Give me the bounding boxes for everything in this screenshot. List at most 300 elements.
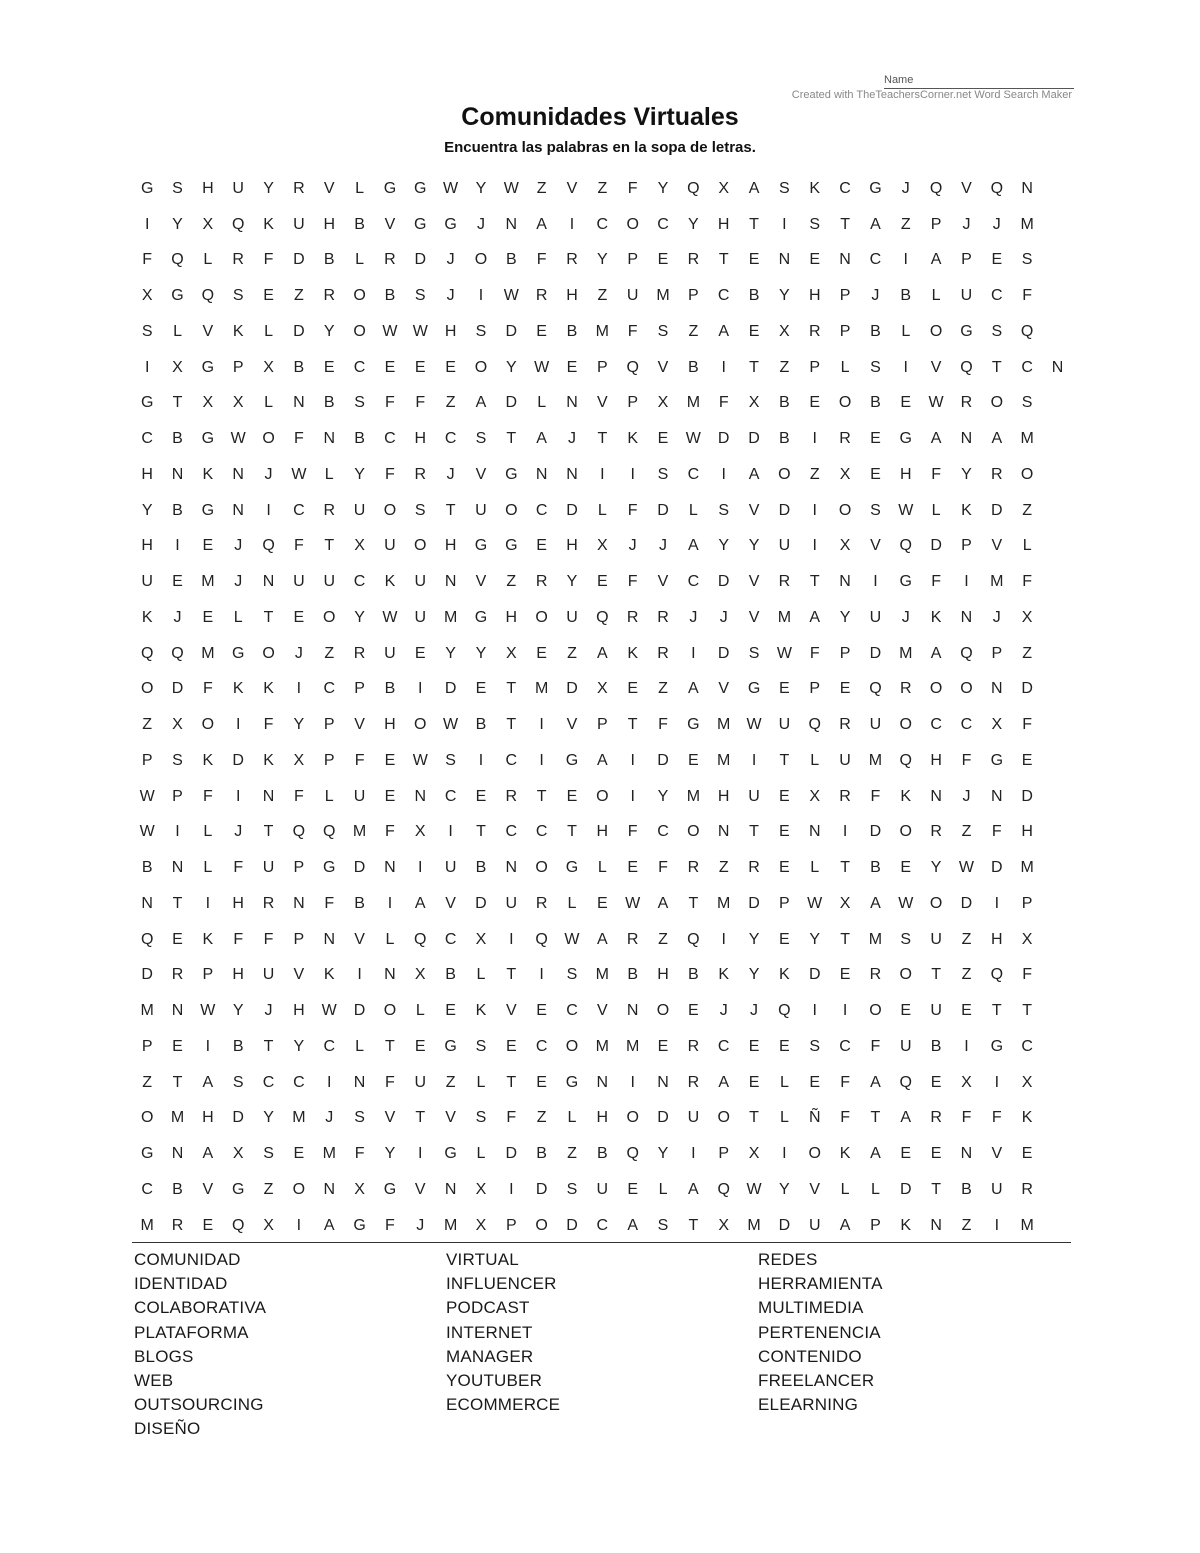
grid-letter: S bbox=[475, 430, 487, 448]
grid-letter: C bbox=[505, 751, 518, 769]
grid-letter: K bbox=[718, 966, 730, 984]
grid-letter: H bbox=[141, 537, 153, 555]
grid-letter: Y bbox=[263, 179, 274, 197]
grid-letter: B bbox=[323, 251, 335, 269]
grid-letter: S bbox=[870, 501, 881, 519]
word-list-item: MULTIMEDIA bbox=[758, 1298, 864, 1318]
grid-letter: X bbox=[263, 358, 274, 376]
grid-letter: J bbox=[901, 179, 910, 197]
grid-letter: D bbox=[505, 394, 518, 412]
grid-letter: L bbox=[779, 1073, 789, 1091]
grid-letter: K bbox=[627, 430, 638, 448]
grid-letter: E bbox=[202, 1216, 214, 1234]
grid-letter: F bbox=[961, 751, 972, 769]
grid-letter: F bbox=[658, 716, 668, 734]
grid-letter: Q bbox=[231, 1216, 245, 1234]
grid-letter: Z bbox=[961, 823, 972, 841]
grid-letter: B bbox=[779, 394, 790, 412]
grid-letter: Q bbox=[960, 644, 973, 662]
grid-letter: Y bbox=[323, 322, 335, 340]
grid-letter: S bbox=[718, 501, 730, 519]
grid-letter: G bbox=[990, 1037, 1004, 1055]
grid-letter: P bbox=[505, 1216, 517, 1234]
grid-letter: Y bbox=[596, 251, 608, 269]
grid-letter: E bbox=[991, 251, 1003, 269]
grid-letter: P bbox=[809, 358, 821, 376]
grid-letter: S bbox=[1021, 394, 1033, 412]
grid-letter: G bbox=[201, 358, 215, 376]
grid-letter: U bbox=[778, 537, 791, 555]
grid-letter: R bbox=[839, 787, 851, 805]
grid-letter: Z bbox=[445, 394, 456, 412]
grid-letter: E bbox=[779, 823, 790, 841]
grid-letter: W bbox=[230, 430, 246, 448]
grid-letter: Z bbox=[961, 1216, 972, 1234]
grid-letter: B bbox=[566, 322, 578, 340]
grid-letter: E bbox=[596, 894, 608, 912]
grid-letter: X bbox=[809, 787, 821, 805]
grid-letter: A bbox=[718, 1073, 730, 1091]
page-subtitle: Encuentra las palabras en la sopa de letras. bbox=[444, 139, 756, 156]
grid-letter: I bbox=[812, 1002, 817, 1020]
grid-letter: Q bbox=[414, 930, 427, 948]
grid-letter: S bbox=[779, 179, 790, 197]
grid-letter: Y bbox=[354, 465, 365, 483]
grid-letter: T bbox=[536, 787, 547, 805]
grid-letter: F bbox=[961, 1109, 972, 1127]
grid-letter: P bbox=[141, 1037, 153, 1055]
grid-letter: U bbox=[505, 894, 518, 912]
grid-letter: P bbox=[293, 930, 305, 948]
grid-letter: I bbox=[721, 930, 726, 948]
grid-letter: P bbox=[596, 358, 608, 376]
grid-letter: H bbox=[808, 287, 821, 305]
grid-letter: E bbox=[627, 859, 638, 877]
grid-letter: T bbox=[567, 823, 577, 841]
grid-letter: X bbox=[748, 394, 760, 412]
grid-letter: C bbox=[1021, 1037, 1033, 1055]
word-list-item: OUTSOURCING bbox=[134, 1395, 264, 1415]
grid-letter: K bbox=[1021, 1109, 1033, 1127]
grid-letter: J bbox=[719, 1002, 728, 1020]
grid-letter: A bbox=[536, 430, 547, 448]
grid-letter: I bbox=[235, 787, 241, 805]
grid-letter: D bbox=[778, 501, 791, 519]
grid-letter: Y bbox=[293, 716, 305, 734]
grid-letter: C bbox=[687, 573, 700, 591]
grid-letter: O bbox=[262, 430, 275, 448]
grid-letter: E bbox=[900, 394, 912, 412]
grid-letter: X bbox=[354, 537, 365, 555]
grid-letter: O bbox=[929, 894, 943, 912]
grid-letter: Q bbox=[626, 358, 639, 376]
grid-letter: K bbox=[961, 501, 972, 519]
grid-letter: V bbox=[930, 358, 942, 376]
grid-letter: E bbox=[172, 573, 183, 591]
grid-letter: I bbox=[903, 251, 908, 269]
grid-letter: F bbox=[931, 573, 941, 591]
grid-letter: E bbox=[657, 1037, 669, 1055]
grid-letter: V bbox=[748, 608, 760, 626]
grid-letter: M bbox=[1020, 1216, 1034, 1234]
grid-letter: J bbox=[264, 1002, 273, 1020]
grid-letter: J bbox=[992, 608, 1001, 626]
grid-letter: M bbox=[1020, 215, 1034, 233]
grid-letter: V bbox=[566, 716, 578, 734]
grid-letter: O bbox=[929, 680, 943, 698]
grid-letter: R bbox=[687, 1037, 700, 1055]
grid-letter: H bbox=[596, 823, 609, 841]
grid-letter: Q bbox=[171, 251, 184, 269]
grid-letter: W bbox=[807, 894, 823, 912]
grid-letter: C bbox=[960, 716, 973, 734]
grid-letter: O bbox=[778, 465, 791, 483]
grid-letter: X bbox=[172, 358, 183, 376]
grid-letter: V bbox=[870, 537, 881, 555]
grid-letter: G bbox=[899, 430, 912, 448]
grid-letter: S bbox=[657, 322, 669, 340]
grid-letter: E bbox=[536, 537, 547, 555]
grid-letter: E bbox=[445, 358, 456, 376]
grid-letter: D bbox=[505, 322, 518, 340]
grid-letter: R bbox=[262, 894, 275, 912]
grid-letter: Y bbox=[809, 930, 821, 948]
grid-letter: A bbox=[202, 1145, 214, 1163]
grid-letter: U bbox=[626, 287, 639, 305]
grid-letter: P bbox=[293, 859, 305, 877]
grid-letter: N bbox=[323, 1180, 336, 1198]
grid-letter: L bbox=[203, 823, 213, 841]
grid-letter: S bbox=[172, 179, 183, 197]
grid-letter: E bbox=[809, 1073, 821, 1091]
grid-letter: E bbox=[961, 1002, 972, 1020]
grid-letter: N bbox=[293, 894, 305, 912]
grid-letter: Q bbox=[899, 751, 912, 769]
grid-letter: V bbox=[445, 1109, 456, 1127]
grid-letter: P bbox=[839, 644, 851, 662]
grid-letter: A bbox=[688, 537, 699, 555]
grid-letter: K bbox=[627, 644, 638, 662]
grid-letter: Q bbox=[1020, 322, 1034, 340]
grid-letter: S bbox=[414, 287, 426, 305]
grid-letter: F bbox=[840, 1109, 850, 1127]
grid-letter: F bbox=[991, 823, 1002, 841]
grid-letter: Q bbox=[596, 608, 609, 626]
grid-letter: B bbox=[323, 394, 335, 412]
grid-letter: P bbox=[323, 751, 335, 769]
grid-letter: B bbox=[354, 894, 365, 912]
grid-letter: E bbox=[475, 787, 487, 805]
grid-letter: D bbox=[566, 1216, 578, 1234]
grid-letter: A bbox=[870, 1145, 881, 1163]
grid-letter: E bbox=[688, 751, 699, 769]
grid-letter: V bbox=[202, 1180, 214, 1198]
grid-letter: V bbox=[596, 1002, 608, 1020]
grid-letter: E bbox=[809, 251, 821, 269]
grid-letter: C bbox=[687, 465, 700, 483]
grid-letter: F bbox=[263, 930, 274, 948]
grid-letter: Q bbox=[262, 537, 275, 555]
grid-letter: L bbox=[1022, 537, 1032, 555]
grid-letter: J bbox=[689, 608, 698, 626]
grid-letter: T bbox=[172, 894, 183, 912]
grid-letter: O bbox=[656, 1002, 670, 1020]
grid-letter: M bbox=[595, 966, 609, 984]
grid-letter: I bbox=[812, 537, 817, 555]
grid-letter: B bbox=[384, 680, 396, 698]
grid-letter: F bbox=[385, 394, 395, 412]
grid-letter: U bbox=[262, 859, 275, 877]
grid-letter: B bbox=[688, 358, 699, 376]
grid-letter: S bbox=[900, 930, 912, 948]
grid-letter: Z bbox=[688, 322, 699, 340]
grid-letter: Z bbox=[1022, 501, 1033, 519]
grid-letter: X bbox=[839, 465, 851, 483]
grid-letter: W bbox=[139, 823, 155, 841]
grid-letter: Q bbox=[687, 930, 700, 948]
grid-letter: J bbox=[659, 537, 668, 555]
grid-letter: N bbox=[232, 501, 244, 519]
grid-letter: E bbox=[475, 680, 487, 698]
grid-letter: F bbox=[202, 680, 213, 698]
grid-letter: F bbox=[658, 859, 668, 877]
grid-letter: C bbox=[657, 215, 669, 233]
grid-letter: B bbox=[384, 287, 396, 305]
grid-letter: H bbox=[232, 966, 244, 984]
grid-letter: Ñ bbox=[808, 1109, 821, 1127]
grid-letter: E bbox=[414, 644, 426, 662]
grid-letter: U bbox=[475, 501, 487, 519]
grid-letter: G bbox=[383, 1180, 397, 1198]
grid-letter: F bbox=[263, 716, 274, 734]
grid-letter: V bbox=[293, 966, 305, 984]
word-list-item: YOUTUBER bbox=[446, 1371, 543, 1391]
word-list-item: BLOGS bbox=[134, 1346, 194, 1366]
word-list-item: ELEARNING bbox=[758, 1395, 859, 1415]
grid-letter: H bbox=[444, 537, 457, 555]
grid-letter: M bbox=[868, 751, 883, 769]
grid-letter: E bbox=[536, 1002, 547, 1020]
grid-letter: X bbox=[172, 716, 183, 734]
grid-letter: I bbox=[509, 930, 514, 948]
grid-letter: Q bbox=[808, 716, 821, 734]
grid-letter: R bbox=[960, 394, 973, 412]
grid-letter: A bbox=[870, 1073, 881, 1091]
grid-letter: K bbox=[900, 1216, 912, 1234]
grid-letter: S bbox=[354, 1109, 365, 1127]
grid-letter: B bbox=[172, 1180, 183, 1198]
grid-letter: N bbox=[626, 1002, 639, 1020]
grid-letter: Z bbox=[1022, 644, 1033, 662]
grid-letter: E bbox=[323, 358, 335, 376]
grid-letter: Z bbox=[294, 287, 304, 305]
grid-letter: U bbox=[232, 179, 244, 197]
grid-letter: T bbox=[779, 751, 790, 769]
grid-letter: F bbox=[627, 573, 638, 591]
grid-letter: X bbox=[232, 1145, 244, 1163]
word-list-column-1 bbox=[134, 1248, 266, 1442]
grid-letter: M bbox=[717, 751, 731, 769]
grid-letter: G bbox=[565, 1073, 579, 1091]
grid-letter: I bbox=[691, 644, 696, 662]
grid-letter: S bbox=[1021, 251, 1033, 269]
grid-letter: X bbox=[475, 1216, 487, 1234]
grid-letter: H bbox=[293, 1002, 305, 1020]
grid-letter: V bbox=[657, 573, 669, 591]
grid-letter: T bbox=[324, 537, 335, 555]
grid-letter: Y bbox=[718, 537, 730, 555]
grid-letter: J bbox=[476, 215, 485, 233]
grid-letter: U bbox=[384, 537, 396, 555]
grid-letter: V bbox=[354, 716, 365, 734]
grid-letter: P bbox=[323, 716, 335, 734]
grid-letter: A bbox=[596, 644, 608, 662]
grid-letter: E bbox=[779, 930, 790, 948]
grid-letter: G bbox=[201, 430, 215, 448]
grid-letter: V bbox=[384, 1109, 396, 1127]
grid-letter: E bbox=[293, 1145, 305, 1163]
grid-letter: T bbox=[506, 716, 517, 734]
grid-letter: N bbox=[444, 573, 457, 591]
grid-letter: Z bbox=[536, 179, 547, 197]
grid-letter: Y bbox=[657, 179, 669, 197]
grid-letter: N bbox=[839, 251, 851, 269]
grid-letter: U bbox=[141, 573, 153, 591]
grid-letter: C bbox=[262, 1073, 275, 1091]
grid-letter: W bbox=[200, 1002, 216, 1020]
grid-letter: E bbox=[536, 322, 547, 340]
grid-letter: N bbox=[171, 465, 184, 483]
grid-letter: N bbox=[535, 465, 548, 483]
grid-letter: D bbox=[505, 1145, 518, 1163]
grid-letter: T bbox=[840, 215, 850, 233]
grid-letter: N bbox=[657, 1073, 669, 1091]
grid-letter: O bbox=[869, 1002, 882, 1020]
grid-letter: J bbox=[294, 644, 303, 662]
grid-letter: Y bbox=[748, 966, 760, 984]
grid-letter: D bbox=[717, 644, 730, 662]
grid-letter: O bbox=[505, 501, 518, 519]
grid-letter: B bbox=[232, 1037, 244, 1055]
grid-letter: U bbox=[262, 966, 275, 984]
grid-letter: U bbox=[293, 215, 305, 233]
grid-letter: X bbox=[748, 1145, 760, 1163]
grid-letter: P bbox=[627, 394, 638, 412]
grid-letter: X bbox=[657, 394, 669, 412]
grid-letter: H bbox=[444, 322, 457, 340]
grid-letter: F bbox=[142, 251, 153, 269]
grid-letter: E bbox=[505, 1037, 517, 1055]
grid-letter: O bbox=[201, 716, 215, 734]
grid-letter: O bbox=[899, 716, 912, 734]
grid-letter: E bbox=[779, 1037, 790, 1055]
grid-letter: N bbox=[778, 251, 791, 269]
grid-letter: L bbox=[385, 930, 395, 948]
grid-letter: N bbox=[839, 573, 851, 591]
grid-letter: C bbox=[323, 1037, 336, 1055]
grid-letter: E bbox=[202, 608, 214, 626]
grid-letter: Q bbox=[323, 823, 336, 841]
grid-letter: I bbox=[296, 680, 302, 698]
grid-letter: Y bbox=[779, 1180, 790, 1198]
grid-letter: I bbox=[842, 823, 848, 841]
grid-letter: G bbox=[323, 859, 336, 877]
grid-letter: D bbox=[869, 644, 882, 662]
grid-letter: F bbox=[385, 1216, 395, 1234]
grid-letter: G bbox=[353, 1216, 366, 1234]
grid-letter: Z bbox=[961, 966, 972, 984]
word-list-item: HERRAMIENTA bbox=[758, 1274, 883, 1294]
grid-letter: H bbox=[141, 465, 153, 483]
grid-letter: B bbox=[688, 966, 699, 984]
grid-letter: O bbox=[838, 501, 852, 519]
grid-letter: R bbox=[657, 608, 669, 626]
grid-letter: X bbox=[1021, 1073, 1033, 1091]
grid-letter: V bbox=[505, 1002, 517, 1020]
grid-letter: D bbox=[748, 894, 760, 912]
grid-letter: X bbox=[1021, 930, 1033, 948]
grid-letter: K bbox=[202, 930, 214, 948]
grid-letter: E bbox=[536, 644, 547, 662]
grid-letter: I bbox=[964, 1037, 969, 1055]
grid-letter: Y bbox=[475, 179, 487, 197]
grid-letter: Q bbox=[778, 1002, 791, 1020]
name-field[interactable] bbox=[884, 72, 1074, 89]
grid-letter: P bbox=[202, 966, 214, 984]
grid-letter: T bbox=[597, 430, 608, 448]
grid-letter: N bbox=[414, 787, 427, 805]
grid-letter: J bbox=[446, 251, 455, 269]
grid-letter: M bbox=[595, 322, 609, 340]
grid-letter: N bbox=[991, 680, 1003, 698]
grid-letter: S bbox=[809, 215, 821, 233]
grid-letter: G bbox=[171, 287, 184, 305]
grid-letter: F bbox=[536, 251, 547, 269]
grid-letter: P bbox=[930, 215, 942, 233]
grid-letter: M bbox=[292, 1109, 306, 1127]
grid-letter: G bbox=[505, 537, 518, 555]
grid-letter: O bbox=[474, 251, 488, 269]
grid-letter: Q bbox=[292, 823, 306, 841]
grid-letter: B bbox=[900, 287, 912, 305]
grid-letter: Z bbox=[597, 179, 608, 197]
word-list-item: REDES bbox=[758, 1250, 818, 1269]
grid-letter: L bbox=[233, 608, 243, 626]
grid-letter: I bbox=[144, 215, 150, 233]
grid-letter: E bbox=[566, 787, 578, 805]
grid-letter: T bbox=[749, 358, 759, 376]
grid-letter: A bbox=[870, 215, 881, 233]
grid-letter: M bbox=[899, 644, 913, 662]
grid-letter: Y bbox=[657, 1145, 669, 1163]
grid-letter: S bbox=[232, 287, 244, 305]
grid-letter: N bbox=[505, 215, 518, 233]
grid-letter: V bbox=[414, 1180, 426, 1198]
grid-letter: X bbox=[263, 1216, 274, 1234]
grid-letter: M bbox=[140, 1002, 154, 1020]
grid-letter: T bbox=[809, 573, 820, 591]
grid-letter: Q bbox=[626, 1145, 639, 1163]
grid-letter: S bbox=[991, 322, 1003, 340]
grid-letter: U bbox=[414, 573, 427, 591]
grid-letter: E bbox=[748, 322, 760, 340]
grid-letter: Q bbox=[899, 537, 912, 555]
grid-letter: N bbox=[1051, 358, 1064, 376]
grid-letter: D bbox=[141, 966, 153, 984]
grid-letter: Q bbox=[929, 179, 943, 197]
grid-letter: R bbox=[1021, 1180, 1033, 1198]
grid-letter: J bbox=[173, 608, 182, 626]
